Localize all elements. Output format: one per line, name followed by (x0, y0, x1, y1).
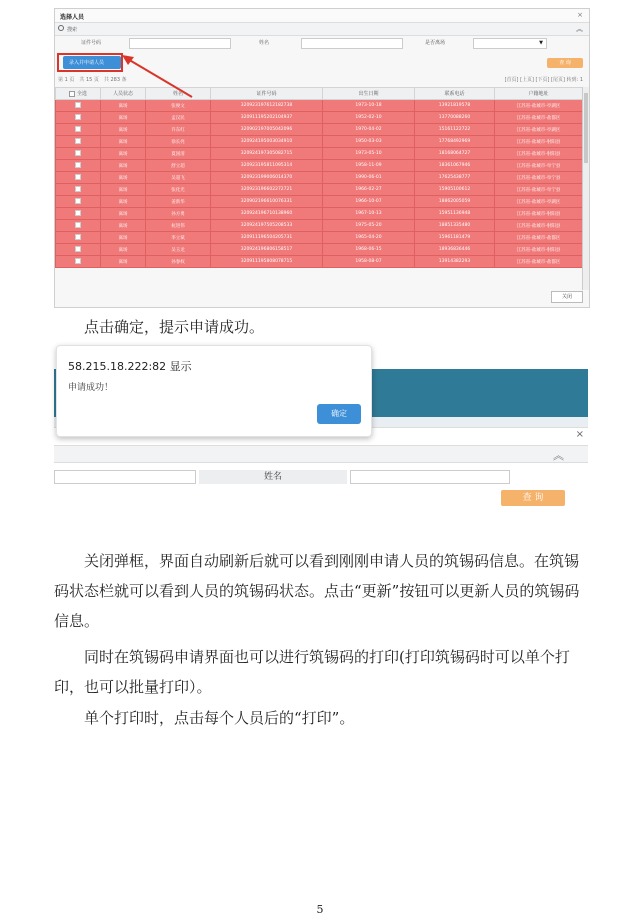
table-cell: 江苏省-盐城市-阜宁县 (495, 184, 583, 196)
add-button-label: 录入并申请人员 (69, 60, 105, 66)
table-cell: 姜新华 (146, 196, 211, 208)
table-cell: 1968-06-15 (323, 244, 415, 256)
table-cell: 离场 (101, 148, 146, 160)
pager-nav[interactable]: [首页] [上页] [下页] [尾页] 转到: 1 (504, 77, 583, 83)
table-cell: 320924195003034910 (211, 136, 323, 148)
close-button[interactable]: 关闭 (551, 291, 583, 303)
table-row[interactable] (56, 160, 583, 172)
dialog-title: 58.215.18.222:82 显示 (68, 360, 192, 373)
table-cell: 320911195808078715 (211, 256, 323, 268)
table-cell: 江苏省-盐城市-阜宁县 (495, 172, 583, 184)
table-row[interactable] (56, 208, 583, 220)
person-table (55, 87, 583, 288)
table-row[interactable] (56, 124, 583, 136)
row-checkbox[interactable] (75, 222, 81, 228)
window-titlebar (55, 9, 589, 23)
row-checkbox-cell[interactable] (56, 112, 101, 124)
table-cell: 320911195202104937 (211, 112, 323, 124)
row-checkbox-cell[interactable] (56, 100, 101, 112)
select-all-header[interactable] (56, 88, 101, 100)
header-label: 出生日期 (358, 91, 379, 97)
table-cell: 杭进伟 (146, 220, 211, 232)
row-checkbox[interactable] (75, 162, 81, 168)
table-cell: 江苏省-盐城市-亭湖区 (495, 196, 583, 208)
table-cell: 1958-11-09 (323, 160, 415, 172)
table-cell: 1975-05-20 (323, 220, 415, 232)
table-cell: 离场 (101, 220, 146, 232)
name-input[interactable] (301, 38, 403, 49)
table-cell: 320923199006014370 (211, 172, 323, 184)
table-cell: 江苏省-盐城市-射阳县 (495, 148, 583, 160)
table-cell: 江苏省-盐城市-射阳县 (495, 136, 583, 148)
table-cell: 320923197612182738 (211, 100, 323, 112)
row-checkbox-cell[interactable] (56, 184, 101, 196)
table-cell: 1952-02-10 (323, 112, 415, 124)
row-checkbox[interactable] (75, 186, 81, 192)
table-cell: 吴玉龙 (146, 244, 211, 256)
table-cell: 1966-02-27 (323, 184, 415, 196)
table-cell: 18168064727 (415, 148, 495, 160)
table-cell: 18851335480 (415, 220, 495, 232)
table-row[interactable] (56, 148, 583, 160)
header-label: 联系电话 (444, 91, 465, 97)
row-checkbox[interactable] (75, 138, 81, 144)
row-checkbox-cell[interactable] (56, 244, 101, 256)
paragraph-print: 同时在筑锡码申请界面也可以进行筑锡码的打印(打印筑锡码时可以单个打印，也可以批量打印）。 (54, 648, 570, 696)
row-checkbox[interactable] (75, 258, 81, 264)
table-cell: 徐长亮 (146, 136, 211, 148)
header-label: 人员状态 (112, 91, 133, 97)
table-cell: 1965-04-20 (323, 232, 415, 244)
table-cell: 1966-10-07 (323, 196, 415, 208)
row-checkbox-cell[interactable] (56, 172, 101, 184)
table-row[interactable] (56, 232, 583, 244)
table-cell: 离场 (101, 256, 146, 268)
highlight-box (57, 53, 123, 72)
table-cell: 江苏省-盐城市-射阳县 (495, 208, 583, 220)
table-cell: 1973-10-18 (323, 100, 415, 112)
row-checkbox[interactable] (75, 246, 81, 252)
table-row[interactable] (56, 256, 583, 268)
paragraph-single-print: 单个打印时，点击每个人员后的“打印”。 (84, 709, 355, 727)
row-checkbox-cell[interactable] (56, 232, 101, 244)
table-row[interactable] (56, 196, 583, 208)
paragraph-refresh: 关闭弹框，界面自动刷新后就可以看到刚刚申请人员的筑锡码信息。在筑锡码状态栏就可以看到人员的筑锡码状态。点击“更新”按钮可以更新人员的筑锡码信息。 (54, 552, 580, 630)
search-label: 搜索 (67, 27, 78, 33)
collapse-icon[interactable]: ︽ (553, 449, 564, 462)
close-icon[interactable]: × (577, 11, 583, 19)
table-cell: 1958-08-07 (323, 256, 415, 268)
name-label: 姓名 (259, 40, 270, 46)
header-label: 姓名 (172, 91, 183, 97)
row-checkbox-cell[interactable] (56, 124, 101, 136)
row-checkbox[interactable] (75, 234, 81, 240)
table-cell: 离场 (101, 112, 146, 124)
row-checkbox-cell[interactable] (56, 220, 101, 232)
table-cell: 江苏省-盐城市-阜宁县 (495, 160, 583, 172)
table-cell: 江苏省-盐城市-射阳县 (495, 220, 583, 232)
table-cell: 320923195811095314 (211, 160, 323, 172)
table-cell: 1950-03-03 (323, 136, 415, 148)
search-bar[interactable] (55, 23, 589, 36)
row-checkbox[interactable] (75, 114, 81, 120)
column-header (415, 88, 495, 100)
table-cell: 320923196602272721 (211, 184, 323, 196)
table-cell: 1970-04-02 (323, 124, 415, 136)
table-cell: 离场 (101, 136, 146, 148)
table-cell: 离场 (101, 196, 146, 208)
annotation-arrow (120, 52, 195, 102)
collapse-icon[interactable]: ︽ (576, 25, 583, 33)
close-icon[interactable]: × (575, 429, 584, 440)
table-cell: 夏国清 (146, 148, 211, 160)
table-cell: 江苏省-盐城市-盐都区 (495, 256, 583, 268)
table-cell: 离场 (101, 172, 146, 184)
window-title: 选择人员 (60, 14, 85, 21)
table-row[interactable] (56, 244, 583, 256)
row-checkbox-cell[interactable] (56, 148, 101, 160)
table-cell: 15161122722 (415, 124, 495, 136)
paragraph-confirm: 点击确定，提示申请成功。 (84, 318, 265, 336)
table-cell: 320902196610076331 (211, 196, 323, 208)
table-cell: 320911196504205731 (211, 232, 323, 244)
table-cell: 13914382293 (415, 256, 495, 268)
filter-form (55, 36, 589, 49)
row-checkbox[interactable] (75, 198, 81, 204)
query-button[interactable]: 查 询 (501, 490, 565, 506)
row-checkbox[interactable] (75, 126, 81, 132)
table-cell: 张俊文 (146, 100, 211, 112)
table-cell: 15951136948 (415, 208, 495, 220)
table-cell: 17768492969 (415, 136, 495, 148)
table-cell: 江苏省-盐城市-亭湖区 (495, 124, 583, 136)
row-checkbox-cell[interactable] (56, 208, 101, 220)
header-label: 户籍地址 (528, 91, 549, 97)
ok-button[interactable]: 确定 (317, 404, 361, 424)
table-row[interactable] (56, 220, 583, 232)
table-cell: 吴超飞 (146, 172, 211, 184)
table-row[interactable] (56, 184, 583, 196)
row-checkbox[interactable] (75, 150, 81, 156)
table-row[interactable] (56, 112, 583, 124)
id-input[interactable] (129, 38, 231, 49)
row-checkbox-cell[interactable] (56, 256, 101, 268)
scrollbar-thumb[interactable] (584, 93, 588, 163)
region-label: 是否离场 (425, 40, 446, 46)
table-cell: 320924197305082715 (211, 148, 323, 160)
column-header (495, 88, 583, 100)
table-cell: 18361067946 (415, 160, 495, 172)
table-cell: 离场 (101, 244, 146, 256)
table-cell: 离场 (101, 208, 146, 220)
table-cell: 15961181479 (415, 232, 495, 244)
row-checkbox-cell[interactable] (56, 136, 101, 148)
table-cell: 离场 (101, 232, 146, 244)
dropdown-arrow-icon: ▼ (539, 40, 543, 46)
table-cell: 舒立超 (146, 160, 211, 172)
row-checkbox[interactable] (75, 210, 81, 216)
column-header (211, 88, 323, 100)
table-cell: 18936836446 (415, 244, 495, 256)
table-cell: 13921819578 (415, 100, 495, 112)
table-cell: 孟汉民 (146, 112, 211, 124)
select-all-checkbox[interactable] (69, 91, 75, 97)
id-label: 证件号码 (81, 40, 102, 46)
row-checkbox-cell[interactable] (56, 160, 101, 172)
table-cell: 1967-10-13 (323, 208, 415, 220)
table-cell: 320924197505208533 (211, 220, 323, 232)
alert-dialog (56, 345, 372, 437)
name-label: 姓名 (199, 470, 347, 484)
header-label: 证件号码 (256, 91, 277, 97)
table-row[interactable] (56, 136, 583, 148)
pager-info: 第 1 页 共 15 页 共 283 条 (58, 77, 127, 83)
scrollbar[interactable] (582, 87, 589, 290)
background-window (54, 427, 588, 513)
page-number: 5 (316, 903, 324, 916)
table-cell: 许东红 (146, 124, 211, 136)
table-cell: 孙春权 (146, 256, 211, 268)
table-cell: 江苏省-盐城市-亭湖区 (495, 100, 583, 112)
table-cell: 15905100612 (415, 184, 495, 196)
table-cell: 张化光 (146, 184, 211, 196)
table-cell: 李立斌 (146, 232, 211, 244)
search-bar[interactable] (54, 445, 588, 463)
table-cell: 离场 (101, 124, 146, 136)
table-cell: 18862005059 (415, 196, 495, 208)
table-cell: 离场 (101, 160, 146, 172)
table-cell: 13770088260 (415, 112, 495, 124)
region-select[interactable] (473, 38, 547, 49)
row-checkbox[interactable] (75, 174, 81, 180)
table-cell: 离场 (101, 184, 146, 196)
table-cell: 320902197005042096 (211, 124, 323, 136)
id-input[interactable] (54, 470, 196, 484)
table-cell: 江苏省-盐城市-盐都区 (495, 112, 583, 124)
table-row[interactable] (56, 172, 583, 184)
name-input[interactable] (350, 470, 510, 484)
column-header (323, 88, 415, 100)
table-cell: 1973-05-10 (323, 148, 415, 160)
search-icon (58, 25, 64, 31)
table-cell: 江苏省-盐城市-盐都区 (495, 232, 583, 244)
table-cell: 320924196710138960 (211, 208, 323, 220)
row-checkbox-cell[interactable] (56, 196, 101, 208)
table-cell: 离场 (101, 100, 146, 112)
table-cell: 320924196806158517 (211, 244, 323, 256)
table-cell: 17625438777 (415, 172, 495, 184)
table-cell: 孙方勇 (146, 208, 211, 220)
row-checkbox[interactable] (75, 102, 81, 108)
query-button[interactable]: 查 询 (547, 58, 583, 68)
table-cell: 1990-06-01 (323, 172, 415, 184)
dialog-message: 申请成功！ (68, 383, 114, 393)
header-label: 全选 (76, 91, 87, 97)
table-cell: 江苏省-盐城市-射阳县 (495, 244, 583, 256)
